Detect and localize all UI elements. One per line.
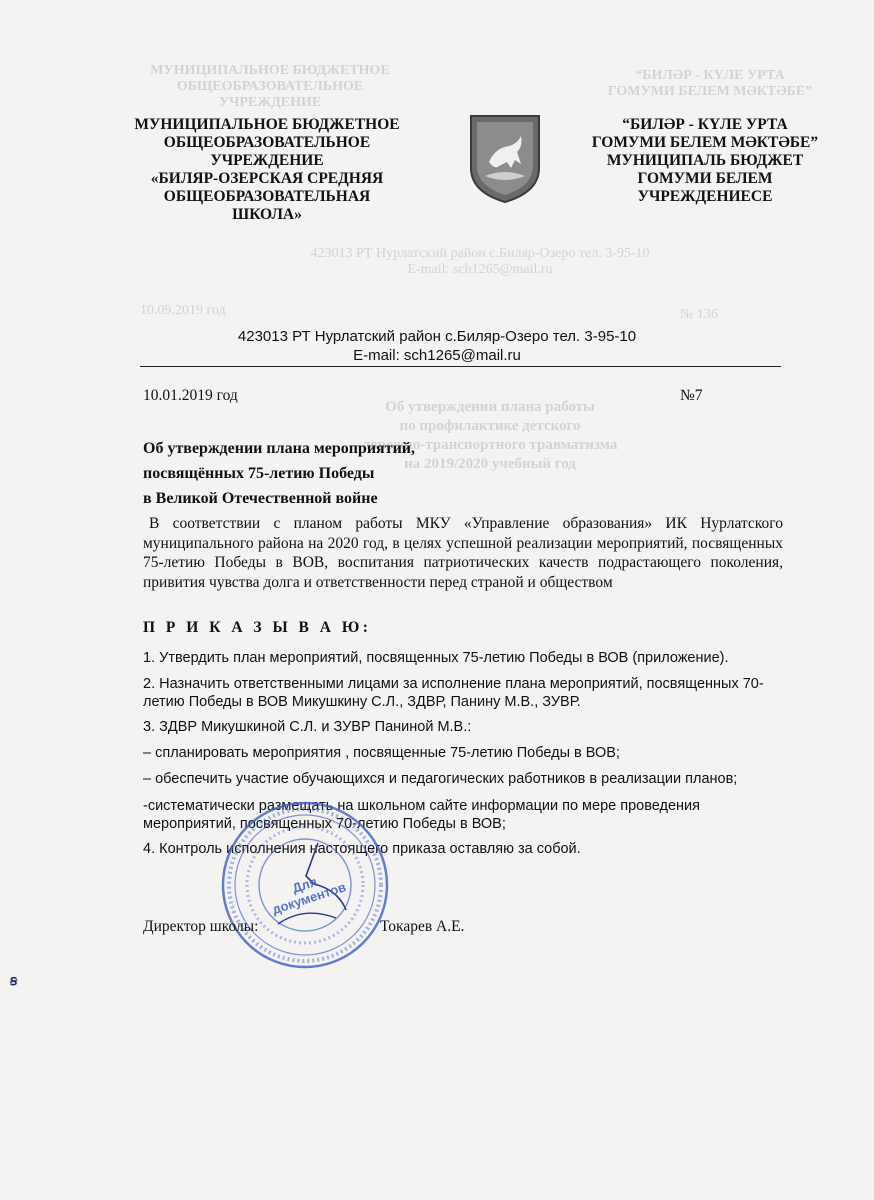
order-item: – спланировать мероприятия , посвященные 75-летию Победы в ВОВ; [143,745,620,761]
coat-of-arms-emblem [465,112,545,204]
header-divider [140,366,781,367]
director-name: Токарев А.Е. [380,918,465,935]
show-through-left-header: МУНИЦИПАЛЬНОЕ БЮДЖЕТНОЕ ОБЩЕОБРАЗОВАТЕЛЬНОЕ УЧРЕЖДЕНИЕ [150,63,390,110]
email-line: E-mail: sch1265@mail.ru [353,347,521,364]
order-preamble: В соответствии с планом работы МКУ «Управление образования» ИК Нурлатского муниципального района на 2020 год, в целях успешной реализации мероприятий, посвященных 75-летию Победы в ВОВ, воспитания патриотических качеств подрастающего поколения, привития чувства долга и ответственности перед страной и обществом [143,515,783,591]
order-item: 1. Утвердить план мероприятий, посвященных 75-летию Победы в ВОВ (приложение). [143,650,729,666]
order-item: 3. ЗДВР Микушкиной С.Л. и ЗУВР Паниной М.В.: [143,719,472,735]
order-item: 4. Контроль исполнения настоящего приказа оставляю за собой. [143,841,581,857]
order-item: -систематически размещать на школьном сайте информации по мере проведения мероприятий, посвященных 70-летию Победы в ВОВ; [143,798,700,832]
order-date: 10.01.2019 год [143,387,238,404]
order-number: №7 [680,387,703,404]
margin-mark: ꞩ [10,974,18,989]
address-line: 423013 РТ Нурлатский район с.Биляр-Озеро тел. 3-95-10 [237,328,637,345]
show-through-date: 10.09.2019 год [140,303,226,318]
stamp-text: Для документов [270,873,348,918]
orders-heading: П Р И К А З Ы В А Ю: [143,619,372,636]
org-name-tatar: “БИЛӘР - КҮЛЕ УРТА ГОМУМИ БЕЛЕМ МӘКТӘБЕ” МУНИЦИПАЛЬ БЮДЖЕТ ГОМУМИ БЕЛЕМ УЧРЕЖДЕНИЕСЕ [591,116,819,205]
signature-role: Директор школы: [143,918,259,935]
show-through-address: 423013 РТ Нурлатский район с.Биляр-Озеро тел. 3-95-10 E-mail: sch1265@mail.ru [310,246,650,277]
show-through-title: Об утверждении плана работы по профилактике детского дорожно-транспортного травматизма на 2019/2020 учебный год [362,399,618,472]
school-address [0,327,874,365]
order-title: Об утверждении плана мероприятий, посвящённых 75-летию Победы в Великой Отечественной войне [143,440,415,507]
show-through-number: № 136 [680,307,718,322]
show-through-right-header: “БИЛӘР - КҮЛЕ УРТА ГОМУМИ БЕЛЕМ МӘКТӘБЕ” [607,68,813,99]
order-item: – обеспечить участие обучающихся и педагогических работников в реализации планов; [143,771,738,787]
org-name-russian: МУНИЦИПАЛЬНОЕ БЮДЖЕТНОЕ ОБЩЕОБРАЗОВАТЕЛЬНОЕ УЧРЕЖДЕНИЕ «БИЛЯР-ОЗЕРСКАЯ СРЕДНЯЯ ОБЩЕОБРАЗОВАТЕЛЬНАЯ ШКОЛА» [134,116,400,223]
order-item: 2. Назначить ответственными лицами за исполнение плана мероприятий, посвященных 70-летию Победы в ВОВ Микушкину С.Л., ЗДВР, Панину М.В., ЗУВР. [143,676,764,710]
